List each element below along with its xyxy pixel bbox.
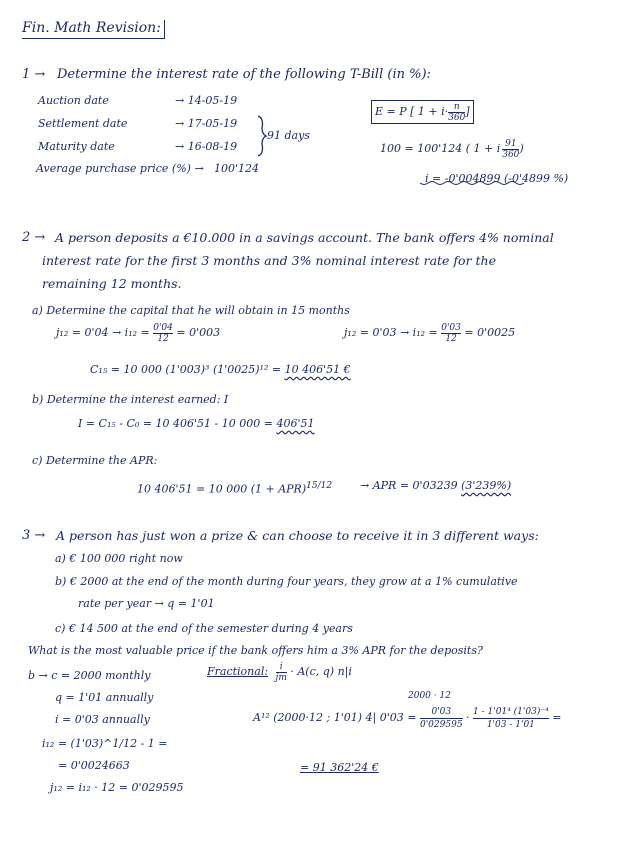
- q1-label-maturity: Maturity date: [38, 140, 115, 153]
- q2c-calc-text: 10 406'51 = 10 000 (1 + APR): [137, 482, 307, 496]
- q2-number: 2 →: [22, 230, 46, 245]
- q3-sol-i: i = 0'03 annually: [55, 713, 150, 726]
- q3-big-formula: A¹² (2000·12 ; 1'01) 4| 0'03 = $\frac{0'03}{0'029595}$ · $\frac{\text{1 - 1'01⁴ (1'03)⁻⁴}}{1'03 - 1'01}$ =: [253, 706, 562, 730]
- q1-days: 91 days: [267, 129, 310, 142]
- q3-sol-i12: i₁₂ = (1'03)^1/12 - 1 =: [42, 737, 168, 750]
- q3-fractional-numerator: i: [276, 662, 287, 673]
- q3-big-f1-numerator: 0'03: [420, 706, 463, 719]
- q1-formula-numerator: n: [448, 102, 465, 113]
- q3-sol-b: b → c = 2000 monthly: [28, 669, 151, 682]
- page-title: Fin. Math Revision:: [22, 20, 165, 39]
- q3-sol-i12-value: = 0'0024663: [58, 759, 130, 772]
- q3-big-f2-denominator: 1'03 - 1'01: [486, 719, 535, 730]
- q3-option-b-line1: b) € 2000 at the end of the month during four years, they grow at a 1% cumulative: [55, 575, 518, 588]
- q1-formula-right: ]: [465, 105, 470, 118]
- q2a-rate-first-result: = 0'003: [176, 326, 221, 339]
- q1-calc-left: 100 = 100'124 ( 1 + i: [380, 142, 501, 155]
- q2a-frac1-numerator: 0'04: [153, 322, 173, 333]
- q3-fractional-rest: · A(c, q) n|i: [290, 665, 352, 678]
- q3-sol-j12: j₁₂ = i₁₂ · 12 = 0'029595: [50, 781, 184, 794]
- q2-statement-line2: interest rate for the first 3 months and 3% nominal interest rate for the: [42, 253, 496, 268]
- q3-option-c: c) € 14 500 at the end of the semester during 4 years: [55, 622, 353, 635]
- q3-question: What is the most valuable price if the bank offers him a 3% APR for the deposits?: [28, 644, 483, 657]
- q1-calc-numerator: 91: [502, 139, 519, 150]
- q3-option-a: a) € 100 000 right now: [55, 552, 183, 565]
- q1-calc-denominator: 360: [502, 149, 520, 160]
- q1-value-price: 100'124: [214, 162, 260, 175]
- q1-label-price: Average purchase price (%) →: [36, 162, 204, 175]
- q3-statement: A person has just won a prize & can choose to receive it in 3 different ways:: [56, 528, 539, 543]
- q2a-capital-calc: C₁₅ = 10 000 (1'003)³ (1'0025)¹² =: [90, 363, 282, 376]
- q3-big-result-text: = 91 362'24 €: [300, 761, 379, 774]
- q1-value-auction: → 14-05-19: [175, 94, 238, 107]
- q2a-rate-first-text: j₁₂ = 0'04 → i₁₂ =: [56, 326, 150, 339]
- q1-value-maturity: → 16-08-19: [175, 140, 238, 153]
- q3-number: 3 →: [22, 528, 46, 543]
- q3-fractional-denominator: jm: [275, 672, 287, 683]
- q2a-rate-second-result: = 0'0025: [464, 326, 516, 339]
- q2c-apr-result: (3'239%): [461, 479, 512, 492]
- q2a-frac2-denominator: 12: [445, 333, 457, 344]
- q1-label-settlement: Settlement date: [38, 117, 128, 130]
- q2a-capital-result: 10 406'51 €: [284, 363, 351, 376]
- q1-result: i = -0'004899 (-0'4899 %): [425, 172, 569, 185]
- q1-result-underline: [420, 182, 524, 185]
- q1-label-auction: Auction date: [38, 94, 109, 107]
- q3-option-b-line2: rate per year → q = 1'01: [78, 597, 215, 610]
- q2a-rate-second-text: j₁₂ = 0'03 → i₁₂ =: [344, 326, 438, 339]
- q2a-question: a) Determine the capital that he will obtain in 15 months: [32, 304, 350, 317]
- q2a-frac1-denominator: 12: [157, 333, 169, 344]
- q3-big-eq: =: [552, 711, 562, 724]
- q3-big-left: A¹² (2000·12 ; 1'01) 4| 0'03 =: [253, 711, 417, 724]
- q3-big-top: 2000 · 12: [408, 691, 451, 701]
- q2c-question: c) Determine the APR:: [32, 454, 158, 467]
- q1-value-settlement: → 17-05-19: [175, 117, 238, 130]
- q3-fractional-label: Fractional:: [207, 665, 269, 678]
- q1-number: 1 →: [22, 67, 46, 82]
- q1-formula-left: E = P [ 1 + i·: [375, 105, 449, 118]
- q1-formula-denominator: 360: [448, 112, 466, 123]
- q2b-result: 406'51: [276, 417, 315, 430]
- q3-big-f1-denominator: 0'029595: [419, 719, 463, 730]
- q2-statement-line1: A person deposits a €10.000 in a savings account. The bank offers 4% nominal: [55, 230, 554, 245]
- q2c-exponent: 15/12: [306, 481, 333, 491]
- q2-statement-line3: remaining 12 months.: [42, 276, 182, 291]
- q3-big-f2-numerator: 1 - 1'01⁴ (1'03)⁻⁴: [473, 706, 549, 717]
- q2a-frac2-numerator: 0'03: [441, 322, 461, 333]
- q3-sol-q: q = 1'01 annually: [55, 691, 154, 704]
- days-brace: [258, 116, 266, 156]
- q2c-apr-text: → APR = 0'03239: [360, 479, 458, 492]
- q2b-question: b) Determine the interest earned: I: [32, 393, 229, 406]
- q2b-calc-text: I = C₁₅ - C₀ = 10 406'51 - 10 000 =: [78, 417, 273, 430]
- q1-statement: Determine the interest rate of the following T-Bill (in %):: [57, 67, 431, 82]
- q1-calc-right: ): [519, 142, 524, 155]
